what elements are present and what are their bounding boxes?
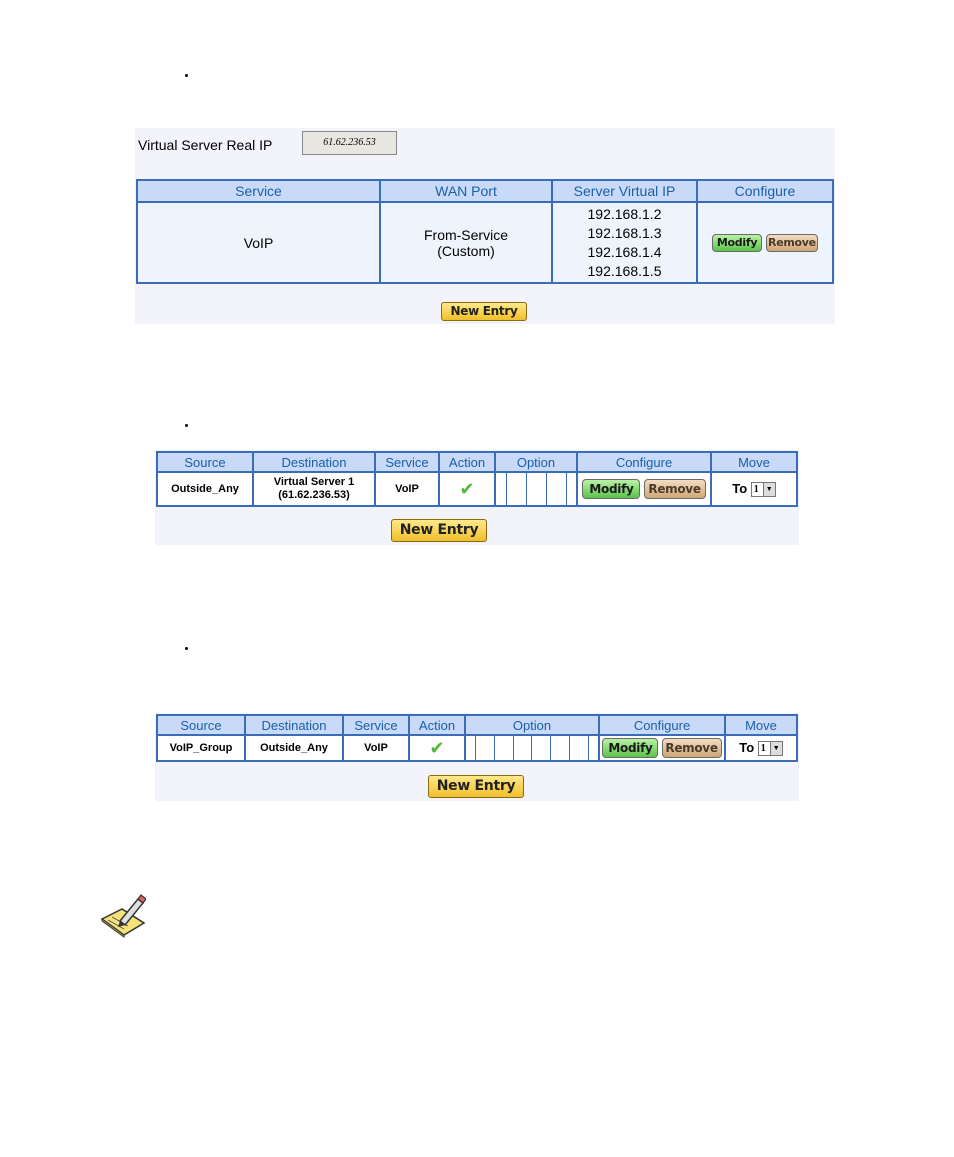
option-slots [496, 473, 576, 505]
note-pencil-icon [100, 893, 146, 939]
header-source: Source [157, 452, 253, 472]
move-to-label: To [739, 739, 755, 755]
move-to-label: To [732, 480, 748, 496]
remove-button[interactable]: Remove [644, 479, 706, 499]
cell-service: VoIP [137, 202, 380, 283]
destination-line2: (61.62.236.53) [278, 489, 350, 501]
header-move: Move [725, 715, 797, 735]
destination-line1: Virtual Server 1 [273, 476, 355, 488]
cell-option [465, 735, 599, 761]
checkmark-icon: ✔ [459, 478, 475, 499]
cell-option [495, 472, 577, 506]
cell-action [409, 735, 465, 761]
bullet-2 [185, 424, 188, 427]
bullet-1 [185, 74, 188, 77]
header-service: Service [375, 452, 439, 472]
header-configure: Configure [599, 715, 725, 735]
virtual-ip: 192.168.1.4 [587, 243, 662, 260]
header-action: Action [409, 715, 465, 735]
cell-source: Outside_Any [157, 472, 253, 506]
remove-button[interactable]: Remove [766, 234, 818, 252]
table-row [157, 735, 797, 761]
move-select-value: 1 [760, 743, 766, 755]
cell-destination [253, 472, 375, 506]
table-row [137, 202, 833, 283]
new-entry-button[interactable]: New Entry [391, 519, 487, 542]
checkmark-icon: ✔ [429, 737, 445, 758]
header-source: Source [157, 715, 245, 735]
header-service: Service [137, 180, 380, 202]
chevron-down-icon: ▼ [763, 483, 775, 496]
modify-button[interactable]: Modify [712, 234, 762, 252]
header-move: Move [711, 452, 797, 472]
header-server-virtual-ip: Server Virtual IP [552, 180, 697, 202]
option-slots [466, 736, 598, 760]
new-entry-button[interactable]: New Entry [441, 302, 527, 321]
virtual-server-table [136, 179, 834, 284]
header-configure: Configure [697, 180, 833, 202]
cell-virtual-ips [552, 202, 697, 283]
header-configure: Configure [577, 452, 711, 472]
header-wan-port: WAN Port [380, 180, 552, 202]
cell-service: VoIP [375, 472, 439, 506]
wan-port-line2: (Custom) [437, 242, 495, 259]
cell-wan-port [380, 202, 552, 283]
header-destination: Destination [245, 715, 343, 735]
virtual-ip: 192.168.1.2 [587, 205, 662, 222]
cell-configure [599, 735, 725, 761]
header-action: Action [439, 452, 495, 472]
virtual-ip: 192.168.1.3 [587, 224, 662, 241]
cell-source: VoIP_Group [157, 735, 245, 761]
header-option: Option [465, 715, 599, 735]
remove-button[interactable]: Remove [662, 738, 722, 758]
cell-configure [697, 202, 833, 283]
cell-move [725, 735, 797, 761]
real-ip-label: Virtual Server Real IP [138, 137, 273, 153]
real-ip-field[interactable]: 61.62.236.53 [302, 131, 397, 155]
virtual-ip: 192.168.1.5 [587, 262, 662, 279]
chevron-down-icon: ▼ [770, 742, 782, 755]
new-entry-button[interactable]: New Entry [428, 775, 524, 798]
header-option: Option [495, 452, 577, 472]
wan-port-line1: From-Service [423, 226, 508, 243]
bullet-3 [185, 647, 188, 650]
move-select-value: 1 [753, 484, 759, 496]
cell-action [439, 472, 495, 506]
cell-configure [577, 472, 711, 506]
table-row [157, 472, 797, 506]
move-select[interactable] [758, 741, 783, 756]
cell-service: VoIP [343, 735, 409, 761]
move-select[interactable] [751, 482, 776, 497]
outgoing-policy-table [156, 714, 798, 762]
modify-button[interactable]: Modify [602, 738, 658, 758]
header-destination: Destination [253, 452, 375, 472]
incoming-policy-table [156, 451, 798, 507]
cell-destination: Outside_Any [245, 735, 343, 761]
modify-button[interactable]: Modify [582, 479, 640, 499]
cell-move [711, 472, 797, 506]
header-service: Service [343, 715, 409, 735]
